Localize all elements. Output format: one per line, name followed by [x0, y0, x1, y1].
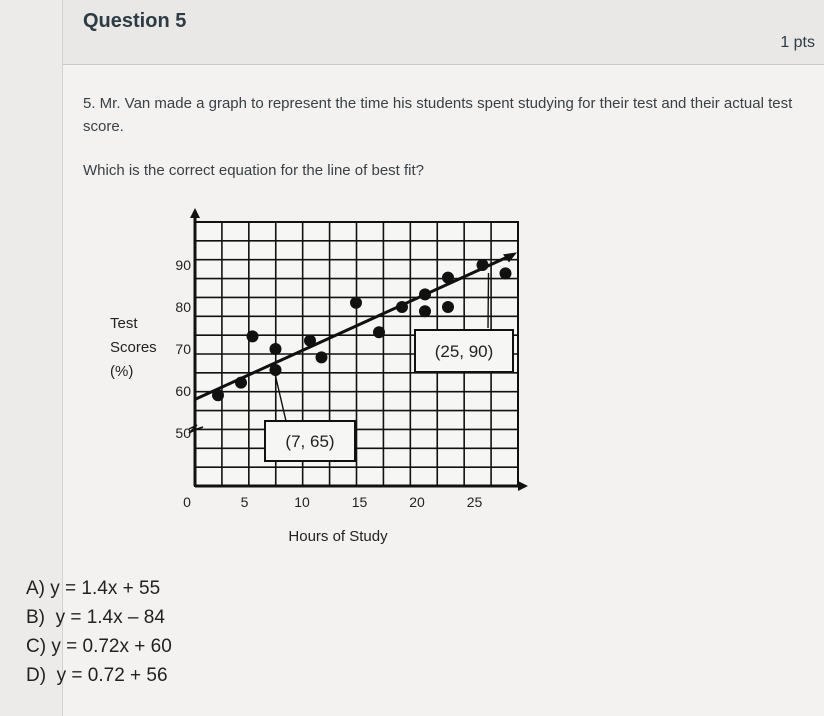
- choice-b[interactable]: [26, 603, 172, 632]
- x-axis-label: Hours of Study: [288, 528, 388, 545]
- data-point: [442, 301, 454, 313]
- data-point: [350, 297, 362, 309]
- data-point: [270, 364, 282, 376]
- choice-b-letter: B): [26, 607, 45, 628]
- data-point: [477, 259, 489, 271]
- data-point: [419, 288, 431, 300]
- data-point: [373, 326, 385, 338]
- y-tick-label: 70: [175, 341, 191, 357]
- x-tick-label: 15: [351, 494, 368, 510]
- data-point: [235, 377, 247, 389]
- y-tick-label: 80: [175, 299, 191, 315]
- data-point: [316, 351, 328, 363]
- y-axis-arrow: [190, 208, 200, 218]
- choice-c-text: y = 0.72x + 60: [51, 636, 172, 657]
- choice-a-text: y = 1.4x + 55: [50, 578, 161, 599]
- data-point: [396, 301, 408, 313]
- annotation-label: (7, 65): [285, 432, 335, 451]
- data-point: [442, 272, 454, 284]
- y-tick-label: 60: [175, 383, 191, 399]
- choice-a-letter: A): [26, 578, 45, 599]
- x-tick-label: 0: [183, 494, 191, 510]
- choice-a[interactable]: [26, 574, 172, 603]
- x-tick-label: 25: [466, 494, 483, 510]
- data-point: [212, 389, 224, 401]
- x-tick-label: 20: [409, 494, 425, 510]
- choice-c-letter: C): [26, 636, 47, 657]
- question-prompt: Which is the correct equation for the line of best fit?: [83, 162, 425, 179]
- annotation-label: (25, 90): [434, 342, 494, 361]
- answer-choices: [26, 574, 172, 690]
- data-point: [500, 267, 512, 279]
- choice-b-text: y = 1.4x – 84: [55, 607, 165, 628]
- choice-d-letter: D): [26, 665, 47, 686]
- choice-d[interactable]: [26, 661, 172, 690]
- x-tick-label: 10: [294, 494, 310, 510]
- question-text: 5. Mr. Van made a graph to represent the time his students spent studying for their test and their actual test score.: [83, 95, 793, 135]
- choice-c[interactable]: [26, 632, 172, 661]
- y-axis-label-line-3: (%): [110, 363, 134, 380]
- x-axis-arrow: [518, 481, 528, 491]
- data-point: [270, 343, 282, 355]
- y-tick-label: 90: [175, 257, 191, 273]
- annotation-pointer: [488, 273, 489, 328]
- x-tick-label: 5: [240, 494, 249, 510]
- y-axis-label-line-1: Test: [110, 315, 138, 332]
- question-title: Question 5: [83, 10, 187, 32]
- y-axis-label-line-2: Scores: [110, 339, 157, 356]
- data-point: [304, 335, 316, 347]
- choice-d-text: y = 0.72 + 56: [56, 665, 168, 686]
- data-point: [419, 305, 431, 317]
- question-points: 1 pts: [780, 34, 815, 51]
- y-tick-label: 50: [175, 425, 191, 441]
- data-point: [247, 330, 259, 342]
